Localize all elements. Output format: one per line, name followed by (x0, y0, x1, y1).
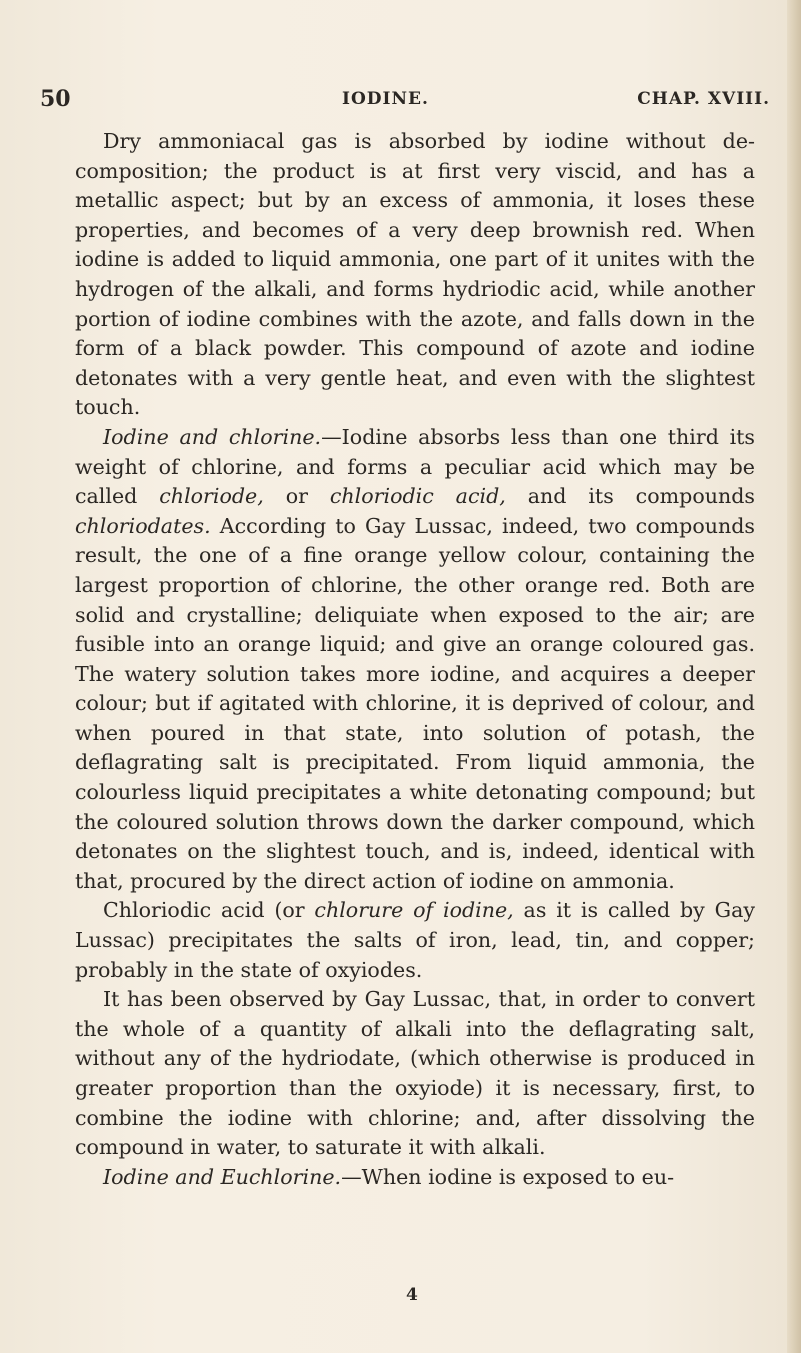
running-header (40, 86, 770, 116)
signature-mark: 4 (406, 1285, 418, 1305)
paragraph (75, 1163, 755, 1193)
text-run: or (263, 484, 330, 509)
text-run: and its compounds (505, 484, 755, 509)
italic-text: chloriodates. (75, 513, 211, 538)
text-run: According to Gay Lussac, indeed, two compounds result, the one of a fine orange yellow colour, containing the largest proportion of chlorine, the other orange red. Both are solid and crystalline; deliquiate when exposed to the air; are fusible into an orange liquid; and give an orange coloured gas. The watery solution takes more iodine, and acquires a deeper colour; but if agitated with chlorine, it is deprived of colour, and when poured in that state, into solution of potash, the deflagrating salt is precipitated. From liquid ammonia, the colourless liquid precipitates a white detonating compound; but the coloured solution throws down the darker compound, which detonates on the slightest touch, and is, indeed, identical with that, procured by the direct action of iodine on ammonia. (75, 513, 755, 893)
text-run: Chloriodic acid (or (103, 898, 315, 923)
text-run: as it is called by Gay Lussac) precipitates the salts of iron, lead, tin, and copper; probably in the state of oxyiodes. (75, 898, 755, 982)
page-edge (787, 0, 801, 1353)
paragraph (75, 127, 755, 423)
paragraph (75, 896, 755, 985)
body-text (75, 127, 755, 1192)
italic-text: chloriode, (159, 484, 264, 509)
paragraph (75, 985, 755, 1163)
italic-text: chloriodic acid, (329, 484, 506, 509)
page-number: 50 (40, 86, 71, 112)
paragraph (75, 423, 755, 897)
text-run: Dry ammoniacal gas is absorbed by iodine without decomposition; the product is at first very viscid, and has a metallic aspect; but by an excess of ammonia, it loses these properties, and becomes of a very deep brownish red. When iodine is added to liquid ammonia, one part of it unites with the hydrogen of the alkali, and forms hydriodic acid, while another portion of iodine combines with the azote, and falls down in the form of a black powder. This compound of azote and iodine detonates with a very gentle heat, and even with the slightest touch. (75, 129, 755, 420)
italic-text: chlorure of iodine, (314, 898, 514, 923)
text-run: It has been observed by Gay Lussac, that, in order to convert the whole of a quantity of alkali into the deflagrating salt, without any of the hydriodate, (which otherwise is produced in greater proportion than the oxyiode) it is necessary, first, to combine the iodine with chlorine; and, after dissolving the compound in water, to saturate it with alkali. (75, 987, 755, 1160)
italic-text: Iodine and Euchlorine. (103, 1164, 342, 1189)
chapter-label: CHAP. XVIII. (637, 89, 770, 109)
italic-text: Iodine and chlorine. (103, 424, 322, 449)
text-run: —Iodine absorbs less than one third its weight of chlorine, and forms a peculiar acid which may be called (75, 424, 756, 509)
running-title: IODINE. (342, 89, 429, 109)
text-run: —When iodine is exposed to eu- (341, 1164, 675, 1189)
